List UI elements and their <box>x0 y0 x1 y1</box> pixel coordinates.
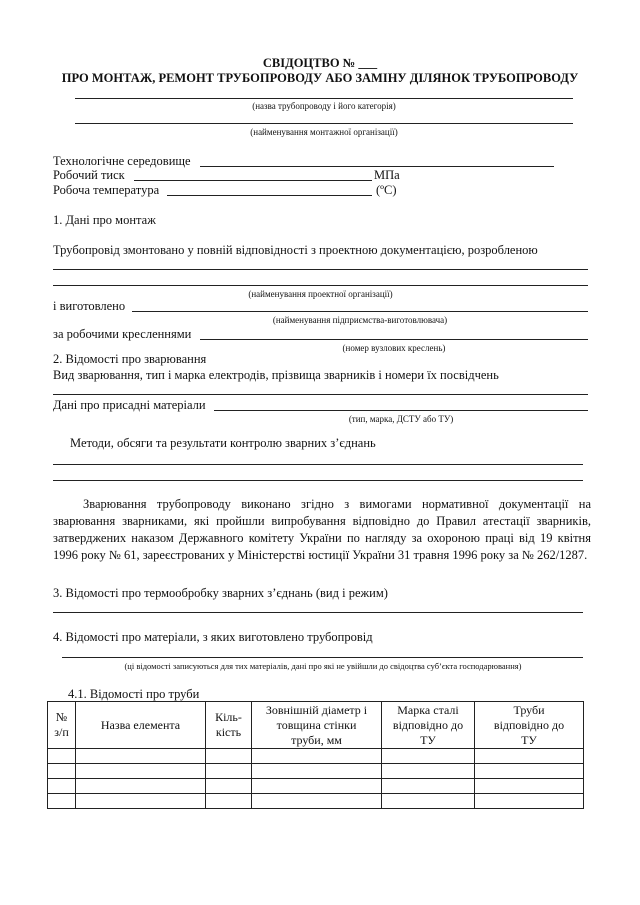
manufacturer-line[interactable] <box>132 311 588 312</box>
table-cell[interactable] <box>206 749 252 764</box>
drawings-line[interactable] <box>200 339 588 340</box>
drawings-label: за робочими кресленнями <box>53 327 192 341</box>
inspection-line-2[interactable] <box>53 480 583 481</box>
table-cell[interactable] <box>475 749 584 764</box>
table-cell[interactable] <box>475 764 584 779</box>
medium-label: Технологічне середовище <box>53 154 191 168</box>
table-cell[interactable] <box>48 764 76 779</box>
section-1-heading: 1. Дані про монтаж <box>53 213 156 227</box>
table-cell[interactable] <box>252 794 382 809</box>
table-cell[interactable] <box>76 794 206 809</box>
header-element-name-text: Назва елемента <box>100 717 181 732</box>
materials-line[interactable] <box>62 657 583 658</box>
temperature-label: Робоча температура <box>53 183 160 197</box>
table-cell[interactable] <box>206 794 252 809</box>
table-cell[interactable] <box>475 779 584 794</box>
header-number <box>48 702 76 749</box>
pipes-table-body <box>48 749 584 809</box>
pressure-label: Робочий тиск <box>53 168 125 182</box>
manufacturer-caption: (найменування підприємства-виготовлювача) <box>272 315 448 325</box>
filler-materials-caption: (тип, марка, ДСТУ або ТУ) <box>348 414 454 424</box>
installation-org-caption: (найменування монтажної організації) <box>250 127 398 137</box>
table-cell[interactable] <box>48 794 76 809</box>
certificate-title: ПРО МОНТАЖ, РЕМОНТ ТРУБОПРОВОДУ АБО ЗАМІНУ ДІЛЯНОК ТРУБОПРОВОДУ <box>61 71 579 85</box>
section-4-heading: 4. Відомості про матеріали, з яких виготовлено трубопровід <box>53 630 373 644</box>
heat-treatment-line[interactable] <box>53 612 583 613</box>
welding-compliance-statement: Зварювання трубопроводу виконано згідно з вимогами нормативної документації на зварювання зварниками, які пройшли випробування відповідно до Правил атестації зварників, затверджених наказом Державного комітету України по нагляду за охороною праці від 19 квітня 1996 року № 61, зареєстрованих у Міністерстві юстиції України 31 травня 1996 року за № 262/1287. <box>53 497 591 562</box>
temperature-line[interactable] <box>167 195 372 196</box>
drawings-caption: (номер вузлових креслень) <box>342 343 446 353</box>
header-quantity <box>206 702 252 749</box>
table-row <box>48 779 584 794</box>
medium-line[interactable] <box>200 166 554 167</box>
welding-details-line[interactable] <box>53 394 588 395</box>
pressure-unit: МПа <box>374 168 400 182</box>
pipeline-name-caption: (назва трубопроводу і його категорія) <box>252 101 396 111</box>
header-number-text: № з/п <box>54 710 69 739</box>
filler-materials-label: Дані про присадні матеріали <box>53 398 206 412</box>
table-row <box>48 749 584 764</box>
manufactured-label: і виготовлено <box>53 299 126 313</box>
section-2-heading: 2. Відомості про зварювання <box>53 352 207 366</box>
table-cell[interactable] <box>382 749 475 764</box>
materials-caption: (ці відомості записуються для тих матеріалів, дані про які не увійшли до свідоцтва суб’єкта господарювання) <box>124 661 522 671</box>
design-doc-line-1[interactable] <box>53 269 588 270</box>
table-cell[interactable] <box>382 764 475 779</box>
header-diameter-thickness-text: Зовнішній діаметр і товщина стінки труби, мм <box>265 702 368 747</box>
pipes-table <box>47 701 584 809</box>
design-doc-line-2[interactable] <box>53 285 588 286</box>
table-cell[interactable] <box>252 779 382 794</box>
installation-org-line[interactable] <box>75 123 573 124</box>
filler-materials-line[interactable] <box>214 410 588 411</box>
table-row <box>48 794 584 809</box>
table-cell[interactable] <box>252 749 382 764</box>
table-cell[interactable] <box>252 764 382 779</box>
pipeline-name-line[interactable] <box>75 98 573 99</box>
table-cell[interactable] <box>76 749 206 764</box>
table-cell[interactable] <box>382 779 475 794</box>
header-steel-grade <box>382 702 475 749</box>
pipes-table-header-row <box>48 702 584 749</box>
header-pipes-spec <box>475 702 584 749</box>
header-quantity-text: Кіль- кість <box>215 710 242 739</box>
table-row <box>48 764 584 779</box>
pressure-line[interactable] <box>134 180 372 181</box>
header-element-name <box>76 702 206 749</box>
header-steel-grade-text: Марка сталі відповідно до ТУ <box>392 702 464 747</box>
inspection-methods-label: Методи, обсяги та результати контролю зварних з’єднань <box>70 436 376 450</box>
table-cell[interactable] <box>76 764 206 779</box>
table-cell[interactable] <box>206 779 252 794</box>
design-org-caption: (найменування проектної організації) <box>248 289 393 299</box>
table-cell[interactable] <box>48 749 76 764</box>
table-cell[interactable] <box>48 779 76 794</box>
table-cell[interactable] <box>475 794 584 809</box>
header-pipes-spec-text: Труби відповідно до ТУ <box>493 702 565 747</box>
installation-statement: Трубопровід змонтовано у повній відповідності з проектною документацією, розробленою <box>53 243 538 257</box>
header-diameter-thickness <box>252 702 382 749</box>
table-cell[interactable] <box>206 764 252 779</box>
temperature-unit: (ºС) <box>376 183 397 197</box>
certificate-number-title: СВІДОЦТВО № ___ <box>262 56 378 70</box>
table-cell[interactable] <box>76 779 206 794</box>
table-cell[interactable] <box>382 794 475 809</box>
welding-details-label: Вид зварювання, тип і марка електродів, прізвища зварників і номери їх посвідчень <box>53 368 499 382</box>
inspection-line-1[interactable] <box>53 464 583 465</box>
section-3-heading: 3. Відомості про термообробку зварних з’єднань (вид і режим) <box>53 586 388 600</box>
pipes-subsection-title: 4.1. Відомості про труби <box>68 687 200 701</box>
